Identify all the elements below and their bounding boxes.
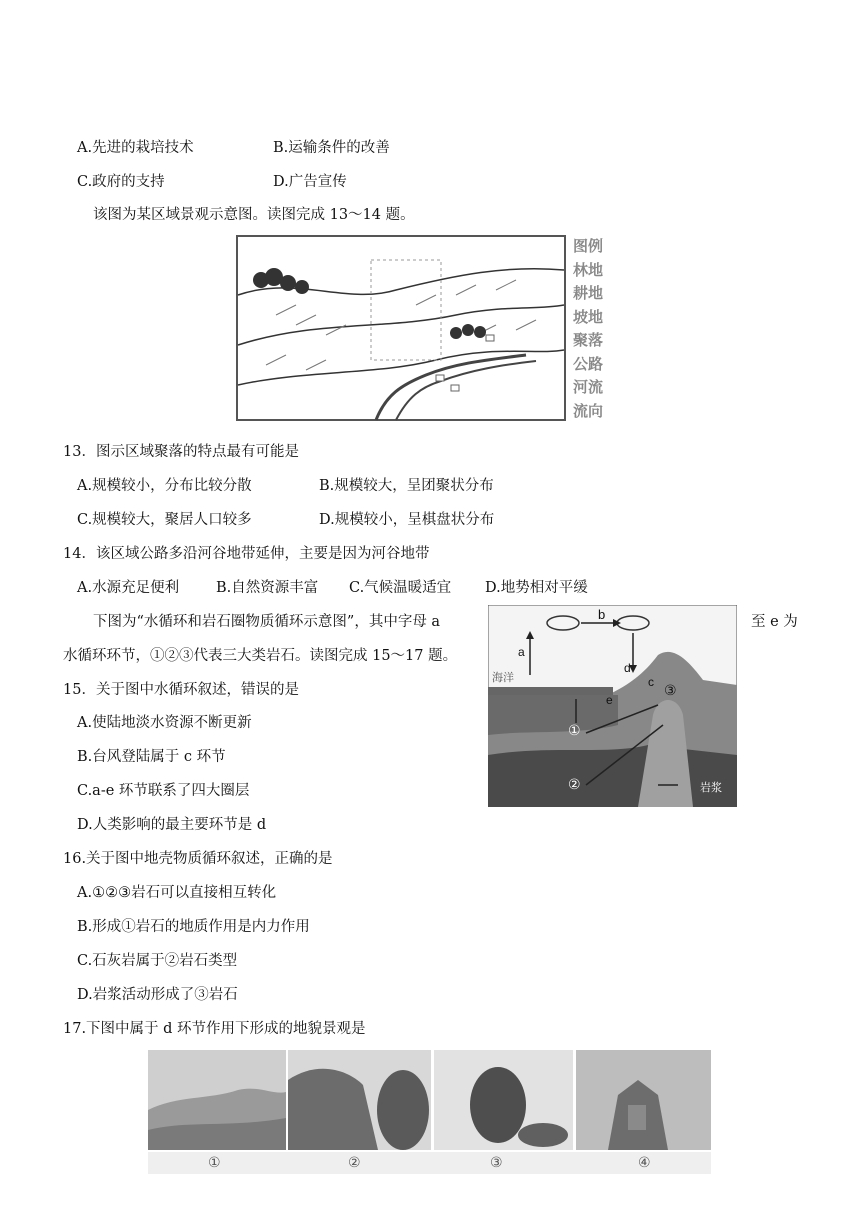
ocean-label: 海洋 <box>492 671 514 684</box>
rock-3-label: ③ <box>664 683 677 699</box>
q16-option-b: B.形成①岩石的地质作用是内力作用 <box>77 919 310 935</box>
q13-option-b: B.规模较大，呈团聚状分布 <box>319 478 494 494</box>
cycle-figure <box>488 605 737 807</box>
intro-15-17-part1: 下图为“水循环和岩石圈物质循环示意图”，其中字母 a <box>93 614 441 630</box>
landscape-figure <box>236 235 628 430</box>
legend-title: 图例 <box>573 238 604 255</box>
label-c: c <box>648 675 654 689</box>
legend-item: 坡地 <box>573 308 604 326</box>
q14-option-d: D.地势相对平缓 <box>485 580 588 596</box>
label-a: a <box>518 645 525 659</box>
landform-photos <box>148 1050 711 1175</box>
intro-13-14: 该图为某区域景观示意图。读图完成 13～14 题。 <box>93 207 415 223</box>
q12-option-d: D.广告宣传 <box>273 174 347 190</box>
q12-option-a: A.先进的栽培技术 <box>77 140 194 156</box>
legend-item: 耕地 <box>573 285 604 302</box>
legend-item: 流向 <box>573 402 604 420</box>
q13-option-d: D.规模较小，呈棋盘状分布 <box>319 512 495 528</box>
q12-option-b: B.运输条件的改善 <box>273 140 390 156</box>
q13-option-a: A.规模较小，分布比较分散 <box>77 478 252 494</box>
q14-stem: 14．该区域公路多沿河谷地带延伸，主要是因为河谷地带 <box>63 546 430 562</box>
legend-item: 河流 <box>573 379 604 396</box>
legend-item: 林地 <box>573 261 604 279</box>
label-e: e <box>606 693 613 707</box>
q15-option-c: C.a-e 环节联系了四大圈层 <box>77 783 250 799</box>
q15-stem: 15．关于图中水循环叙述，错误的是 <box>63 682 299 698</box>
q15-option-a: A.使陆地淡水资源不断更新 <box>77 715 252 731</box>
q12-option-c: C.政府的支持 <box>77 174 165 190</box>
intro-15-17-part3: 水循环环节，①②③代表三大类岩石。读图完成 15～17 题。 <box>63 648 458 664</box>
rock-1-label: ① <box>568 723 581 739</box>
magma-label: 岩浆 <box>700 781 722 794</box>
q16-option-d: D.岩浆活动形成了③岩石 <box>77 987 238 1003</box>
legend-item: 公路 <box>573 355 604 373</box>
q16-option-a: A.①②③岩石可以直接相互转化 <box>77 885 277 901</box>
q16-stem: 16.关于图中地壳物质循环叙述，正确的是 <box>63 851 333 867</box>
rock-2-label: ② <box>568 777 581 793</box>
photo-label-1: ① <box>208 1155 221 1171</box>
q14-option-a: A.水源充足便利 <box>77 580 180 596</box>
q14-option-c: C.气候温暖适宜 <box>349 580 452 596</box>
q16-option-c: C.石灰岩属于②岩石类型 <box>77 953 238 969</box>
q17-stem: 17.下图中属于 d 环节作用下形成的地貌景观是 <box>63 1021 366 1037</box>
intro-15-17-part2: 至 e 为 <box>751 614 798 630</box>
label-d: d <box>624 661 631 675</box>
label-b: b <box>598 607 606 622</box>
q15-option-b: B.台风登陆属于 c 环节 <box>77 749 226 765</box>
photo-label-4: ④ <box>638 1155 651 1171</box>
photo-label-2: ② <box>348 1155 361 1171</box>
q14-option-b: B.自然资源丰富 <box>216 580 319 596</box>
legend-item: 聚落 <box>573 332 604 349</box>
q15-option-d: D.人类影响的最主要环节是 d <box>77 817 267 833</box>
photo-label-3: ③ <box>490 1155 503 1171</box>
q13-stem: 13．图示区域聚落的特点最有可能是 <box>63 444 299 460</box>
q13-option-c: C.规模较大，聚居人口较多 <box>77 512 252 528</box>
